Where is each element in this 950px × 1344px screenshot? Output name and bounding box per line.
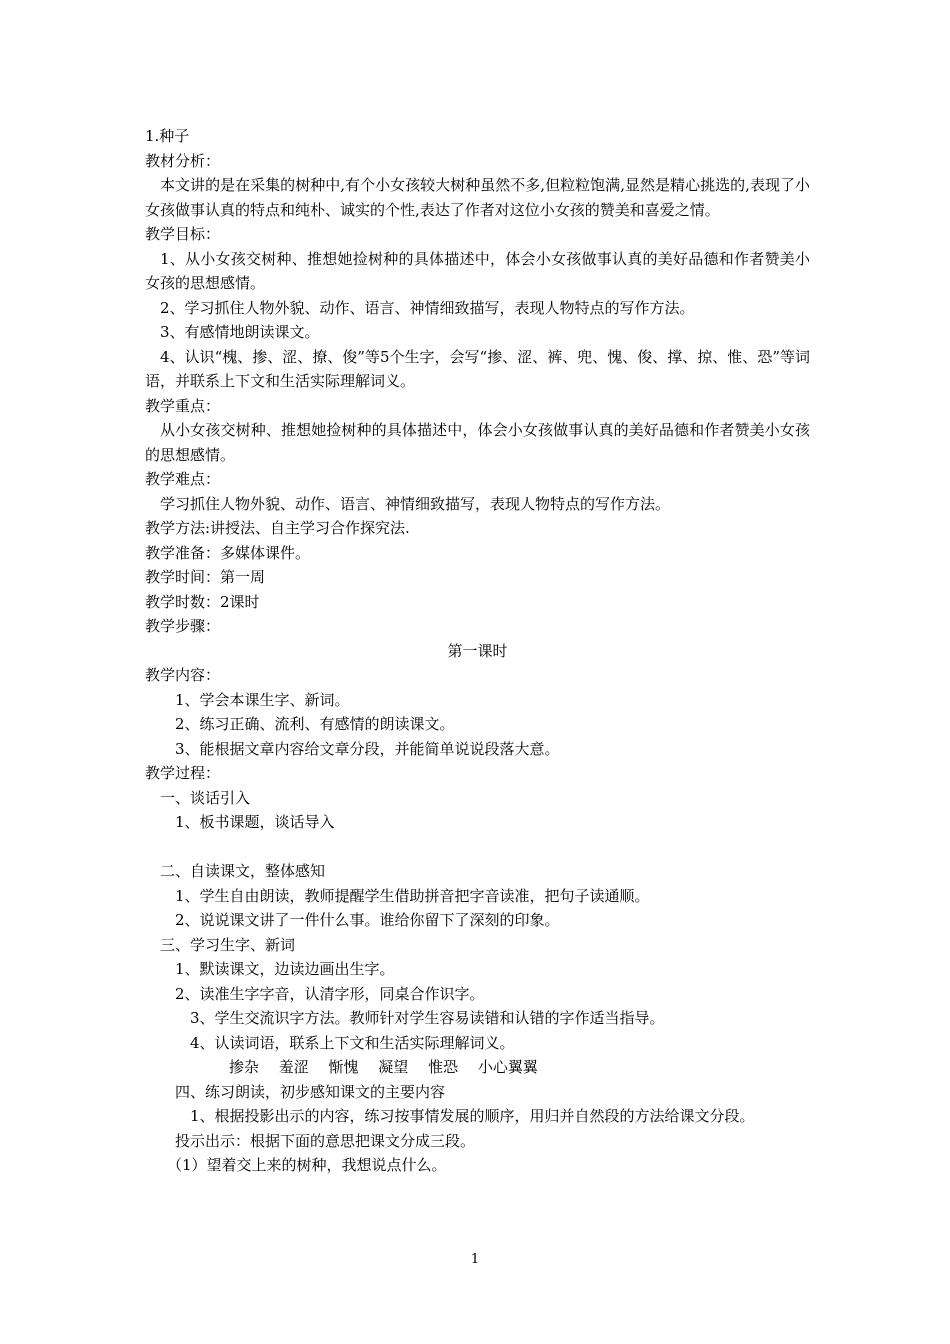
- content-item: 1、学会本课生字、新词。: [175, 690, 350, 709]
- blank-line: [145, 835, 810, 860]
- focus-text: 从小女孩交树种、推想她捡树种的具体描述中，体会小女孩做事认真的美好品德和作者赞美小女孩的思想感情。: [145, 421, 810, 464]
- difficulty-text: 学习抓住人物外貌、动作、语言、神情细致描写，表现人物特点的写作方法。: [160, 494, 671, 513]
- analysis-heading: 教材分析：: [145, 151, 221, 170]
- section-2-item: 2、说说课文讲了一件什么事。谁给你留下了深刻的印象。: [175, 911, 560, 929]
- section-4-title: 四、练习朗读，初步感知课文的主要内容: [175, 1082, 446, 1101]
- analysis-text: 本文讲的是在采集的树种中,有个小女孩较大树种虽然不多,但粒粒饱满,显然是精心挑选的,表现了小女孩做事认真的特点和纯朴、诚实的个性,表达了作者对这位小女孩的赞美和喜爱之情。: [145, 176, 810, 219]
- teaching-hours: 教学时数：2课时: [145, 592, 260, 611]
- section-2-item: 1、学生自由朗读，教师提醒学生借助拼音把字音读准，把句子读通顺。: [175, 886, 650, 905]
- content-item: 3、能根据文章内容给文章分段，并能简单说说段落大意。: [175, 739, 560, 758]
- lesson-title: 第一课时: [447, 641, 508, 660]
- difficulty-heading: 教学难点：: [145, 470, 221, 488]
- content-heading: 教学内容：: [145, 666, 221, 684]
- focus-heading: 教学重点：: [145, 396, 221, 415]
- vocab-list: 掺杂 羞涩 惭愧 凝望 惟恐 小心翼翼: [229, 1058, 538, 1076]
- section-4-show: 投示出示：根据下面的意思把课文分成三段。: [175, 1131, 476, 1150]
- teaching-method: 教学方法:讲授法、自主学习合作探究法.: [145, 519, 410, 537]
- goal-item: 2、学习抓住人物外貌、动作、语言、神情细致描写，表现人物特点的写作方法。: [160, 298, 695, 317]
- process-heading: 教学过程：: [145, 764, 221, 782]
- doc-title: 1.种子: [145, 127, 190, 145]
- section-1-item: 1、板书课题，谈话导入: [175, 813, 335, 831]
- teaching-time: 教学时间：第一周: [145, 568, 266, 586]
- content-item: 2、练习正确、流利、有感情的朗读课文。: [175, 715, 455, 733]
- section-3-item: 3、学生交流识字方法。教师针对学生容易读错和认错的字作适当指导。: [190, 1009, 665, 1027]
- teaching-prep: 教学准备：多媒体课件。: [145, 543, 311, 562]
- section-3-title: 三、学习生字、新词: [160, 935, 296, 954]
- section-3-item: 2、读准生字字音，认清字形，同桌合作识字。: [175, 984, 485, 1003]
- section-2-title: 二、自读课文，整体感知: [160, 862, 326, 880]
- document-body: [145, 124, 810, 1178]
- section-3-item: 1、默读课文，边读边画出生字。: [175, 960, 395, 978]
- section-4-item: 1、根据投影出示的内容，练习按事情发展的顺序，用归并自然段的方法给课文分段。: [190, 1107, 755, 1125]
- section-1-title: 一、谈话引入: [160, 788, 251, 807]
- goal-item: 3、有感情地朗读课文。: [160, 323, 320, 341]
- page-number: 1: [470, 1252, 480, 1267]
- section-3-item: 4、认读词语，联系上下文和生活实际理解词义。: [190, 1033, 515, 1052]
- goals-heading: 教学目标：: [145, 225, 221, 243]
- section-4-subitem: （1）望着交上来的树种，我想说点什么。: [167, 1156, 447, 1174]
- goal-item: 4、认识“槐、掺、涩、撩、俊”等5个生字，会写“掺、涩、裤、兜、愧、俊、撑、掠、惟、恐”等词语，并联系上下文和生活实际理解词义。: [145, 347, 810, 390]
- goal-item: 1、从小女孩交树种、推想她捡树种的具体描述中，体会小女孩做事认真的美好品德和作者赞美小女孩的思想感情。: [145, 249, 810, 292]
- steps-heading: 教学步骤：: [145, 617, 221, 635]
